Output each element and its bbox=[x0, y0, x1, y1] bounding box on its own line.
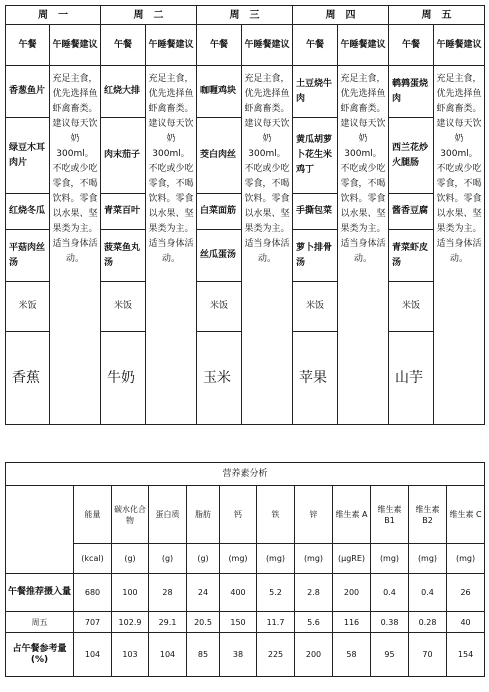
row-label: 占午餐参考量(%) bbox=[6, 633, 74, 677]
dish-cell: 茭白肉丝 bbox=[197, 118, 242, 194]
nutrient-data-row bbox=[6, 574, 485, 612]
day-header: 周 一 bbox=[6, 6, 101, 25]
nutrient-analysis-table bbox=[5, 462, 485, 677]
value-cell: 104 bbox=[149, 633, 187, 677]
unit-cell: (mg) bbox=[409, 544, 447, 574]
dish-cell: 绿豆木耳肉片 bbox=[6, 118, 50, 194]
nutrient-name: 锌 bbox=[295, 486, 333, 544]
nutrient-data-row bbox=[6, 633, 485, 677]
fruit-cell: 苹果 bbox=[293, 332, 338, 425]
value-cell: 150 bbox=[220, 612, 257, 633]
nutrient-name: 钙 bbox=[220, 486, 257, 544]
unit-row bbox=[6, 544, 485, 574]
row-label: 午餐推荐摄入量 bbox=[6, 574, 74, 612]
value-cell: 5.6 bbox=[295, 612, 333, 633]
nutrient-name: 维生素 C bbox=[447, 486, 485, 544]
rec-text: 充足主食，优先选择鱼虾禽畜类。建议每天饮奶300ml。不吃或少吃零食，不喝饮料。零食以水果、坚果类为主。适当身体活动。 bbox=[242, 66, 293, 425]
value-cell: 680 bbox=[74, 574, 112, 612]
lunch-label: 午餐 bbox=[197, 25, 242, 66]
unit-cell: (mg) bbox=[371, 544, 409, 574]
nutrient-title: 营养素分析 bbox=[6, 463, 485, 486]
unit-cell: (kcal) bbox=[74, 544, 112, 574]
nutrient-data-row bbox=[6, 612, 485, 633]
rice-cell: 米饭 bbox=[389, 282, 434, 332]
dish-cell: 肉末茄子 bbox=[101, 118, 146, 194]
value-cell: 40 bbox=[447, 612, 485, 633]
dish-cell: 黄瓜胡萝卜花生米鸡丁 bbox=[293, 118, 338, 194]
dish-cell: 白菜面筋 bbox=[197, 194, 242, 230]
value-cell: 58 bbox=[333, 633, 371, 677]
value-cell: 5.2 bbox=[257, 574, 295, 612]
value-cell: 116 bbox=[333, 612, 371, 633]
value-cell: 154 bbox=[447, 633, 485, 677]
lunch-label: 午餐 bbox=[6, 25, 50, 66]
blank-corner bbox=[6, 486, 74, 574]
value-cell: 95 bbox=[371, 633, 409, 677]
dish-cell: 西兰花炒火腿肠 bbox=[389, 118, 434, 194]
fruit-cell: 香蕉 bbox=[6, 332, 50, 425]
weekly-menu-table bbox=[5, 5, 485, 425]
fruit-cell: 山芋 bbox=[389, 332, 434, 425]
rec-label: 午睡餐建议 bbox=[50, 25, 101, 66]
rec-label: 午睡餐建议 bbox=[242, 25, 293, 66]
rec-label: 午睡餐建议 bbox=[338, 25, 389, 66]
value-cell: 0.4 bbox=[409, 574, 447, 612]
value-cell: 85 bbox=[187, 633, 220, 677]
value-cell: 100 bbox=[112, 574, 149, 612]
value-cell: 28 bbox=[149, 574, 187, 612]
dish-cell: 萝卜排骨汤 bbox=[293, 230, 338, 282]
nutrient-name: 维生素 B1 bbox=[371, 486, 409, 544]
rec-text: 充足主食，优先选择鱼虾禽畜类。建议每天饮奶300ml。不吃或少吃零食，不喝饮料。零食以水果、坚果类为主。适当身体活动。 bbox=[146, 66, 197, 425]
fruit-cell: 牛奶 bbox=[101, 332, 146, 425]
dish-cell: 手撕包菜 bbox=[293, 194, 338, 230]
value-cell: 38 bbox=[220, 633, 257, 677]
nutrient-name: 铁 bbox=[257, 486, 295, 544]
dish-cell: 土豆烧牛肉 bbox=[293, 66, 338, 118]
unit-cell: (g) bbox=[112, 544, 149, 574]
value-cell: 225 bbox=[257, 633, 295, 677]
rice-cell: 米饭 bbox=[293, 282, 338, 332]
value-cell: 104 bbox=[74, 633, 112, 677]
value-cell: 200 bbox=[295, 633, 333, 677]
rec-text: 充足主食，优先选择鱼虾禽畜类。建议每天饮奶300ml。不吃或少吃零食，不喝饮料。零食以水果、坚果类为主。适当身体活动。 bbox=[50, 66, 101, 425]
value-cell: 200 bbox=[333, 574, 371, 612]
unit-cell: (g) bbox=[149, 544, 187, 574]
unit-cell: (g) bbox=[187, 544, 220, 574]
nutrient-name: 维生素 A bbox=[333, 486, 371, 544]
dish-cell: 香葱鱼片 bbox=[6, 66, 50, 118]
lunch-label: 午餐 bbox=[389, 25, 434, 66]
value-cell: 29.1 bbox=[149, 612, 187, 633]
value-cell: 70 bbox=[409, 633, 447, 677]
value-cell: 24 bbox=[187, 574, 220, 612]
unit-cell: (mg) bbox=[447, 544, 485, 574]
value-cell: 103 bbox=[112, 633, 149, 677]
row-label: 周五 bbox=[6, 612, 74, 633]
value-cell: 102.9 bbox=[112, 612, 149, 633]
dish-cell: 鹌鹑蛋烧肉 bbox=[389, 66, 434, 118]
value-cell: 707 bbox=[74, 612, 112, 633]
dish-cell: 菠菜鱼丸汤 bbox=[101, 230, 146, 282]
dish-cell: 青菜虾皮汤 bbox=[389, 230, 434, 282]
rec-text: 充足主食，优先选择鱼虾禽畜类。建议每天饮奶300ml。不吃或少吃零食，不喝饮料。零食以水果、坚果类为主。适当身体活动。 bbox=[434, 66, 485, 425]
value-cell: 0.4 bbox=[371, 574, 409, 612]
value-cell: 11.7 bbox=[257, 612, 295, 633]
unit-cell: (μgRE) bbox=[333, 544, 371, 574]
lunch-label: 午餐 bbox=[293, 25, 338, 66]
day-header: 周 四 bbox=[293, 6, 389, 25]
value-cell: 0.38 bbox=[371, 612, 409, 633]
day-header: 周 二 bbox=[101, 6, 197, 25]
rice-cell: 米饭 bbox=[101, 282, 146, 332]
dish-cell: 青菜百叶 bbox=[101, 194, 146, 230]
dish-cell: 红烧大排 bbox=[101, 66, 146, 118]
day-header-row bbox=[6, 6, 485, 25]
dish-row bbox=[6, 66, 485, 118]
dish-cell: 丝瓜蛋汤 bbox=[197, 230, 242, 282]
nutrient-name-row bbox=[6, 486, 485, 544]
value-cell: 2.8 bbox=[295, 574, 333, 612]
nutrient-name: 脂肪 bbox=[187, 486, 220, 544]
nutrient-title-row bbox=[6, 463, 485, 486]
unit-cell: (mg) bbox=[257, 544, 295, 574]
nutrient-name: 碳水化合物 bbox=[112, 486, 149, 544]
fruit-cell: 玉米 bbox=[197, 332, 242, 425]
value-cell: 20.5 bbox=[187, 612, 220, 633]
value-cell: 0.28 bbox=[409, 612, 447, 633]
value-cell: 400 bbox=[220, 574, 257, 612]
lunch-label: 午餐 bbox=[101, 25, 146, 66]
rice-cell: 米饭 bbox=[197, 282, 242, 332]
dish-cell: 平菇肉丝汤 bbox=[6, 230, 50, 282]
dish-cell: 酱香豆腐 bbox=[389, 194, 434, 230]
unit-cell: (mg) bbox=[295, 544, 333, 574]
day-header: 周 五 bbox=[389, 6, 485, 25]
rec-label: 午睡餐建议 bbox=[434, 25, 485, 66]
value-cell: 26 bbox=[447, 574, 485, 612]
day-header: 周 三 bbox=[197, 6, 293, 25]
dish-cell: 咖喱鸡块 bbox=[197, 66, 242, 118]
nutrient-name: 蛋白质 bbox=[149, 486, 187, 544]
rec-label: 午睡餐建议 bbox=[146, 25, 197, 66]
dish-cell: 红烧冬瓜 bbox=[6, 194, 50, 230]
sub-header-row bbox=[6, 25, 485, 66]
nutrient-name: 维生素 B2 bbox=[409, 486, 447, 544]
rice-cell: 米饭 bbox=[6, 282, 50, 332]
rec-text: 充足主食，优先选择鱼虾禽畜类。建议每天饮奶300ml。不吃或少吃零食，不喝饮料。零食以水果、坚果类为主。适当身体活动。 bbox=[338, 66, 389, 425]
nutrient-name: 能量 bbox=[74, 486, 112, 544]
unit-cell: (mg) bbox=[220, 544, 257, 574]
